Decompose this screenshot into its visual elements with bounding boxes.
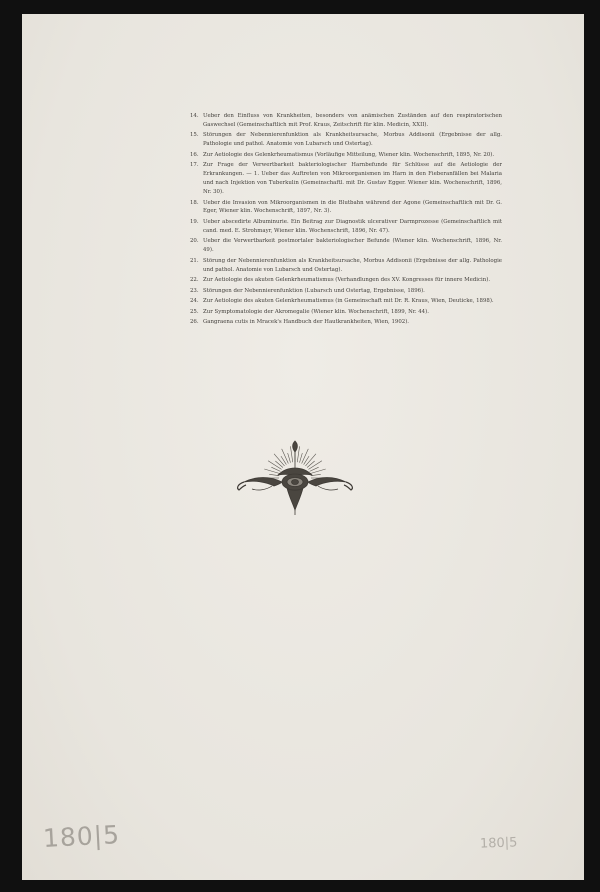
entry-number: 19. [190, 218, 199, 225]
floral-sunburst-ornament-icon [232, 438, 358, 516]
list-item [190, 237, 502, 255]
entry-text: Zur Aetiologie des Gelenkrheumatismus (Vorläufige Mitteilung, Wiener klin. Wochenschrift, 1895, Nr. 20). [203, 151, 495, 158]
list-item [190, 199, 502, 217]
entry-number: 17. [190, 162, 199, 169]
list-item [190, 308, 502, 317]
bibliography-list [190, 112, 502, 329]
ornament-ray [290, 446, 292, 462]
ornament-ray [268, 461, 281, 470]
list-item [190, 276, 502, 285]
entry-number: 20. [190, 238, 199, 245]
list-item [190, 257, 502, 275]
entry-number: 14. [190, 113, 199, 119]
entry-text: Zur Frage der Verwertbarkeit bakteriologischer Harnbefunde für Schlüsse auf die Aetiologie der Erkrankungen. — 1. Ueber das Auftreten von Mikroorganismen im Harn in den Fieberanfällen bei Malaria und nach Injektion von Tuberkulin (Gemeinschaftl. mit Dr. Gustav Egger. Wiener klin. Wochenschrift, 1896, Nr. 30). [203, 162, 502, 196]
ornament-ray [308, 461, 321, 470]
entry-text: Störung der Nebennierenfunktion als Krankheitsursache, Morbus Addisonii (Ergebnisse der allg. Pathologie und pathol. Anatomie von Lubarsch und Ostertag). [203, 257, 502, 273]
ornament-ray [282, 449, 289, 464]
list-item [190, 151, 502, 160]
list-item [190, 318, 502, 327]
entry-text: Ueber die Verwertbarkeit postmortaler bakteriologischer Befunde (Wiener klin. Wochenschrift, 1896, Nr. 49). [203, 238, 502, 254]
entry-text: Störungen der Nebennierenfunktion (Lubarsch und Ostertag, Ergebnisse, 1896). [203, 287, 425, 294]
entry-text: Ueber abscedirte Albuminurie. Ein Beitrag zur Diagnostik ulcerativer Darmprozesse (Gemeinschaftlich mit cand. med. E. Strohmayr, Wiener klin. Wochenschrift, 1896, Nr. 47). [203, 218, 502, 234]
list-item [190, 297, 502, 306]
entry-text: Gangraena cutis in Mracek's Handbuch der Hautkrankheiten, Wien, 1902). [203, 319, 410, 326]
entry-text: Zur Aetiologie des akuten Gelenkrheumatismus (in Gemeinschaft mit Dr. R. Kraus, Wien, Deuticke, 1898). [203, 298, 494, 305]
list-item [190, 131, 502, 149]
ornament-ray [288, 453, 291, 463]
entry-number: 16. [190, 151, 199, 158]
entry-number: 24. [190, 298, 199, 305]
list-item [190, 287, 502, 296]
handwritten-shelfmark: 180|5 [42, 820, 121, 853]
ornament-ray [300, 453, 303, 463]
ornament-ray [307, 461, 315, 468]
entry-text: Ueber die Invasion von Mikroorganismen in die Blutbahn während der Agone (Gemeinschaftlich mit Dr. G. Eger, Wiener klin. Wochenschrift, 1897, Nr. 3). [203, 199, 502, 215]
list-item [190, 112, 502, 130]
ornament-ray [302, 449, 309, 464]
entry-text: Zur Symptomatologie der Akromegalie (Wiener klin. Wochenschrift, 1899, Nr. 44). [203, 308, 429, 315]
list-item [190, 161, 502, 197]
ornament-ray [297, 446, 299, 462]
entry-number: 26. [190, 319, 199, 326]
entry-number: 23. [190, 287, 199, 294]
entry-text: Zur Aetiologie des akuten Gelenkrheumatismus (Verhandlungen des XV. Kongresses für innere Medicin). [203, 277, 491, 284]
entry-number: 15. [190, 132, 199, 139]
entry-text: Ueber den Einfluss von Krankheiten, besonders von anämischen Zuständen auf den respiratorischen Gaswechsel (Gemeinschaftlich mit Prof. Kraus, Zeitschrift für klin. Medicin, XXII). [203, 113, 502, 128]
entry-text: Störungen der Nebennierenfunktion als Krankheitsursache, Morbus Addisonii (Ergebnisse der allg. Pathologie und pathol. Anatomie von Lubarsch und Ostertag). [203, 132, 502, 148]
entry-number: 18. [190, 199, 199, 206]
entry-number: 22. [190, 277, 199, 284]
handwritten-shelfmark-small: 180|5 [479, 835, 518, 852]
ornament-ray [275, 461, 283, 468]
list-item [190, 218, 502, 236]
entry-number: 25. [190, 308, 199, 315]
entry-number: 21. [190, 257, 199, 264]
